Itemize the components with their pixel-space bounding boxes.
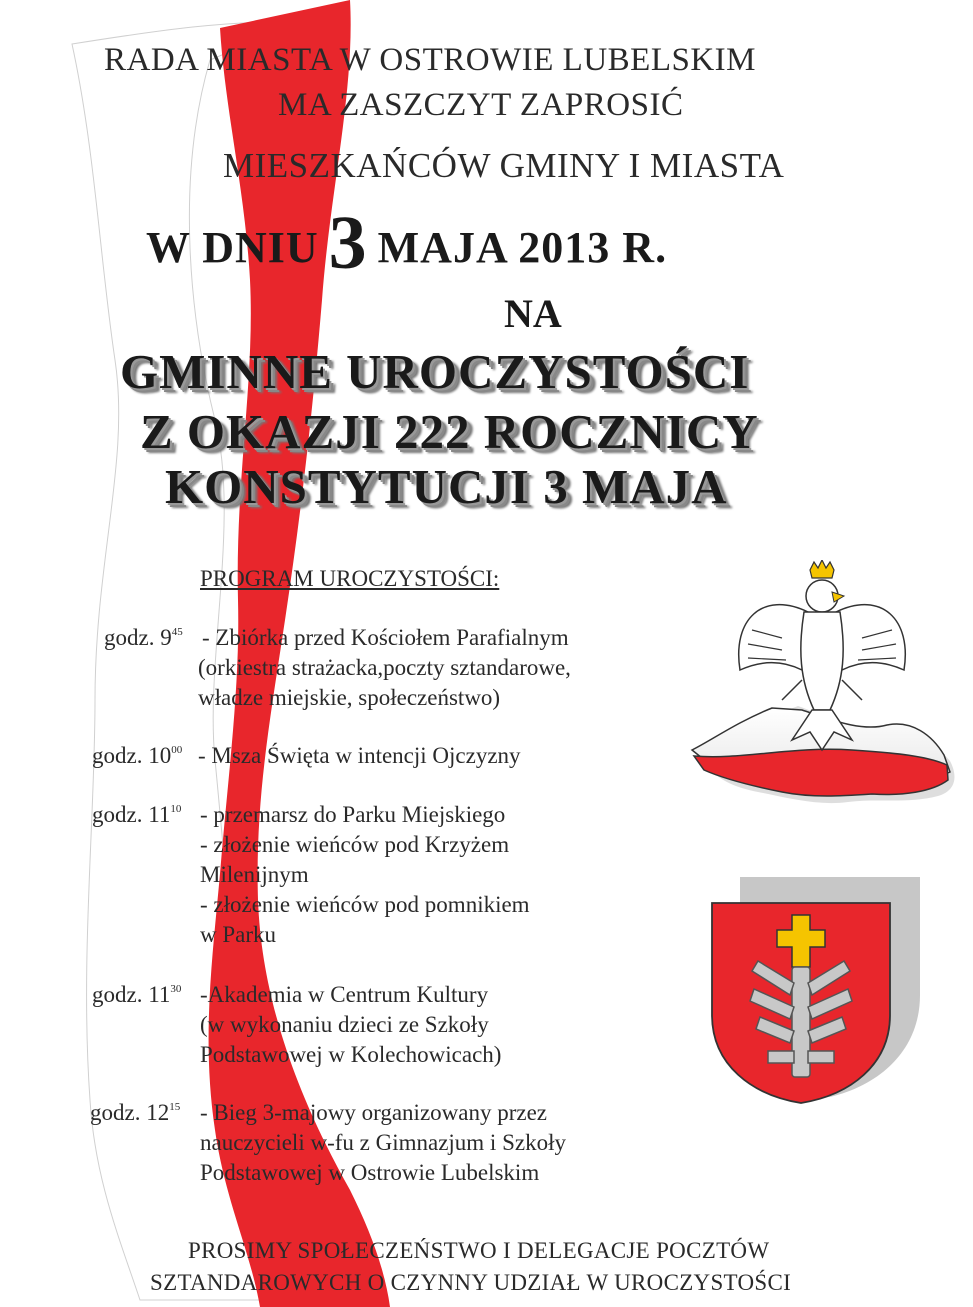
program-line: Podstawowej w Ostrowie Lubelskim	[200, 1160, 540, 1185]
program-title: PROGRAM UROCZYSTOŚCI:	[200, 566, 500, 591]
time-label: godz. 9	[104, 625, 172, 650]
program-line: (orkiestra strażacka,poczty sztandarowe,	[198, 655, 571, 680]
program-line: - Zbiórka przed Kościołem Parafialnym	[202, 625, 569, 650]
program-time-3	[92, 802, 181, 828]
time-minutes: 00	[171, 744, 183, 756]
header-line-2: MA ZASZCZYT ZAPROSIĆ	[278, 87, 684, 123]
date-prefix: W DNIU	[146, 223, 319, 272]
event-date	[146, 200, 667, 287]
white-eagle-icon	[682, 560, 962, 810]
program-line: Milenijnym	[200, 862, 309, 887]
time-minutes: 15	[169, 1101, 181, 1113]
program-time-1	[104, 625, 183, 651]
program-line: (w wykonaniu dzieci ze Szkoły	[200, 1012, 489, 1037]
program-line: -Akademia w Centrum Kultury	[200, 982, 489, 1007]
footer-line-2: SZTANDAROWYCH O CZYNNY UDZIAŁ W UROCZYSTOŚCI	[150, 1270, 792, 1295]
program-line: - Bieg 3-majowy organizowany przez	[200, 1100, 548, 1125]
event-title-line-1: GMINNE UROCZYSTOŚCI	[120, 344, 750, 399]
coat-of-arms-icon	[710, 875, 930, 1105]
program-line: w Parku	[200, 922, 277, 947]
time-minutes: 30	[170, 983, 182, 995]
program-time-2	[92, 743, 182, 769]
program-line: nauczycieli w-fu z Gimnazjum i Szkoły	[200, 1130, 566, 1155]
time-minutes: 10	[170, 803, 182, 815]
program-time-4	[92, 982, 181, 1008]
program-line: - Msza Święta w intencji Ojczyzny	[198, 743, 521, 768]
program-line: - złożenie wieńców pod pomnikiem	[200, 892, 530, 917]
event-title-line-2: Z OKAZJI 222 ROCZNICY	[140, 404, 759, 459]
program-line: Podstawowej w Kolechowicach)	[200, 1042, 502, 1067]
program-line: władze miejskie, społeczeństwo)	[198, 685, 501, 710]
header-line-3: MIESZKAŃCÓW GMINY I MIASTA	[223, 146, 785, 185]
date-day: 3	[328, 201, 368, 285]
footer-line-1: PROSIMY SPOŁECZEŃSTWO I DELEGACJE POCZTÓW	[188, 1238, 770, 1263]
time-minutes: 45	[171, 626, 183, 638]
time-label: godz. 11	[92, 802, 171, 827]
event-title-line-3: KONSTYTUCJI 3 MAJA	[165, 459, 728, 514]
date-suffix: MAJA 2013 R.	[377, 223, 668, 272]
header-line-1: RADA MIASTA W OSTROWIE LUBELSKIM	[104, 42, 756, 78]
program-time-5	[90, 1100, 180, 1126]
time-label: godz. 10	[92, 743, 172, 768]
program-line: - przemarsz do Parku Miejskiego	[200, 802, 506, 827]
program-line: - złożenie wieńców pod Krzyżem	[200, 832, 510, 857]
time-label: godz. 12	[90, 1100, 170, 1125]
na-label: NA	[504, 291, 562, 336]
time-label: godz. 11	[92, 982, 171, 1007]
